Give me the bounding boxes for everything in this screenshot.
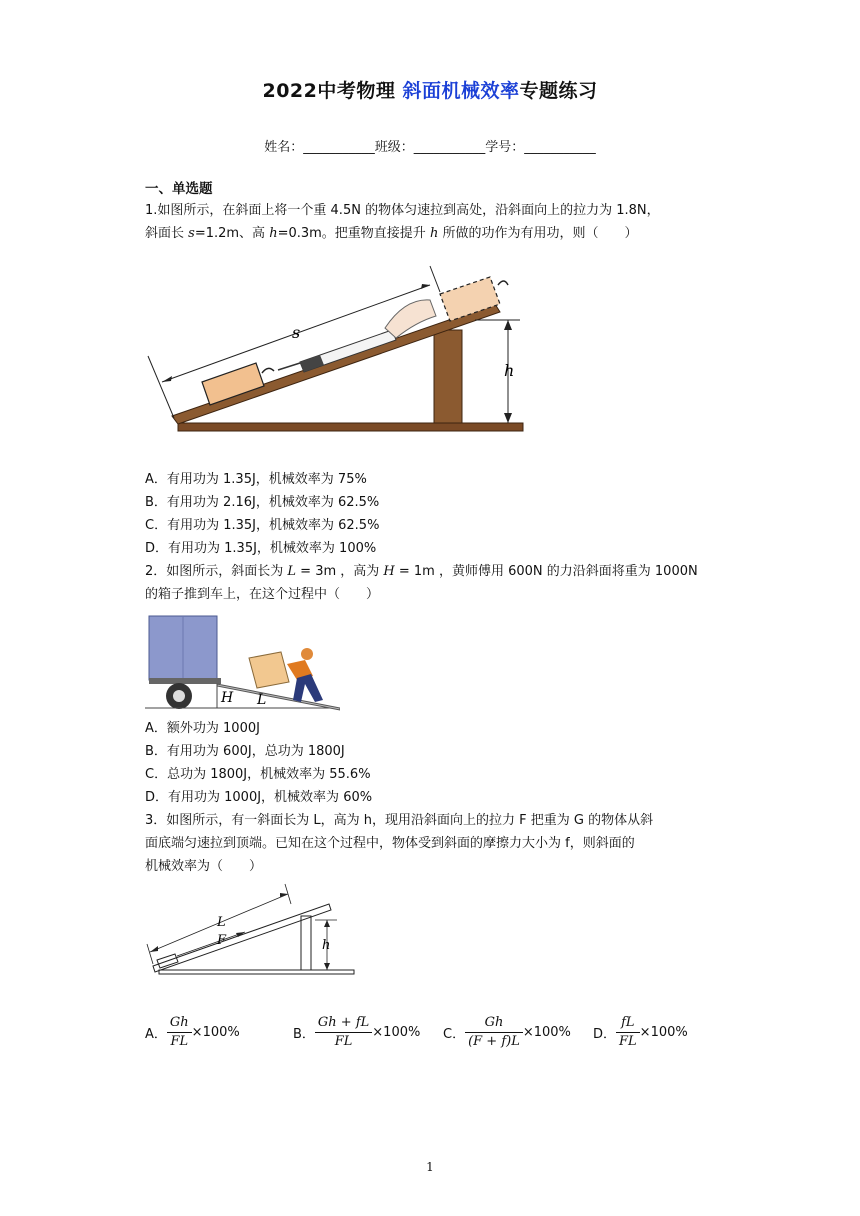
- q2-option-c: C．总功为 1800J，机械效率为 55.6%: [145, 767, 371, 782]
- q1-option-b: B．有用功为 2.16J，机械效率为 62.5%: [145, 495, 380, 510]
- q2-line1: 2．如图所示，斜面长为 L = 3m ，高为 H = 1m ，黄师傅用 600N 的力沿斜面将重为 1000N: [145, 564, 698, 579]
- q3-option-c: C． $\frac{Gh}{(F + f)L}$ ×100%: [443, 1015, 571, 1049]
- q1-option-a: A．有用功为 1.35J，机械效率为 75%: [145, 472, 367, 487]
- page-title: [0, 76, 860, 103]
- q3-line2: 面底端匀速拉到顶端。已知在这个过程中，物体受到斜面的摩擦力大小为 f，则斜面的: [145, 836, 635, 851]
- q2-option-a: A．额外功为 1000J: [145, 721, 260, 736]
- q1-fig-label-h: h: [504, 361, 515, 380]
- q3-option-d: D． $\frac{fL}{FL}$ ×100%: [593, 1015, 688, 1049]
- q1-incline-figure: [140, 258, 530, 438]
- q2-option-b: B．有用功为 600J，总功为 1800J: [145, 744, 345, 759]
- q2-option-d: D．有用功为 1000J，机械效率为 60%: [145, 790, 373, 805]
- q1-option-d: D．有用功为 1.35J，机械效率为 100%: [145, 541, 377, 556]
- q3-fig-label-h: h: [322, 938, 331, 953]
- title-highlight: 斜面机械效率: [402, 80, 520, 102]
- title-part3: 专题练习: [519, 80, 598, 102]
- student-info: 姓名：___________班级：___________学号：___________: [264, 140, 596, 155]
- q3-incline-figure: [145, 880, 360, 980]
- q1-fig-label-s: s: [292, 323, 301, 342]
- q2-line2: 的箱子推到车上，在这个过程中（ ）: [145, 587, 380, 602]
- q3-option-b: B． $\frac{Gh + fL}{FL}$ ×100%: [293, 1015, 421, 1049]
- q2-fig-label-l: L: [257, 692, 267, 708]
- q2-fig-label-h: H: [221, 690, 234, 706]
- q3-line1: 3．如图所示，有一斜面长为 L，高为 h，现用沿斜面向上的拉力 F 把重为 G 的物体从斜: [145, 813, 654, 828]
- q3-line3: 机械效率为（ ）: [145, 859, 263, 874]
- q2-truck-figure: [145, 612, 340, 712]
- q3-fig-label-f: F: [217, 933, 227, 948]
- q1-line2: 斜面长 s=1.2m、高 h=0.3m。把重物直接提升 h 所做的功作为有用功，则（ ）: [145, 226, 638, 241]
- q1-option-c: C．有用功为 1.35J，机械效率为 62.5%: [145, 518, 380, 533]
- section-heading: 一、单选题: [145, 181, 213, 197]
- q3-fig-label-l: L: [217, 915, 226, 930]
- q1-line1: 1.如图所示，在斜面上将一个重 4.5N 的物体匀速拉到高处，沿斜面向上的拉力为 1.8N，: [145, 203, 660, 218]
- title-part1: 2022中考物理: [262, 80, 403, 102]
- page-number: 1: [426, 1160, 434, 1174]
- q3-option-a: A． $\frac{Gh}{FL}$ ×100%: [145, 1015, 240, 1049]
